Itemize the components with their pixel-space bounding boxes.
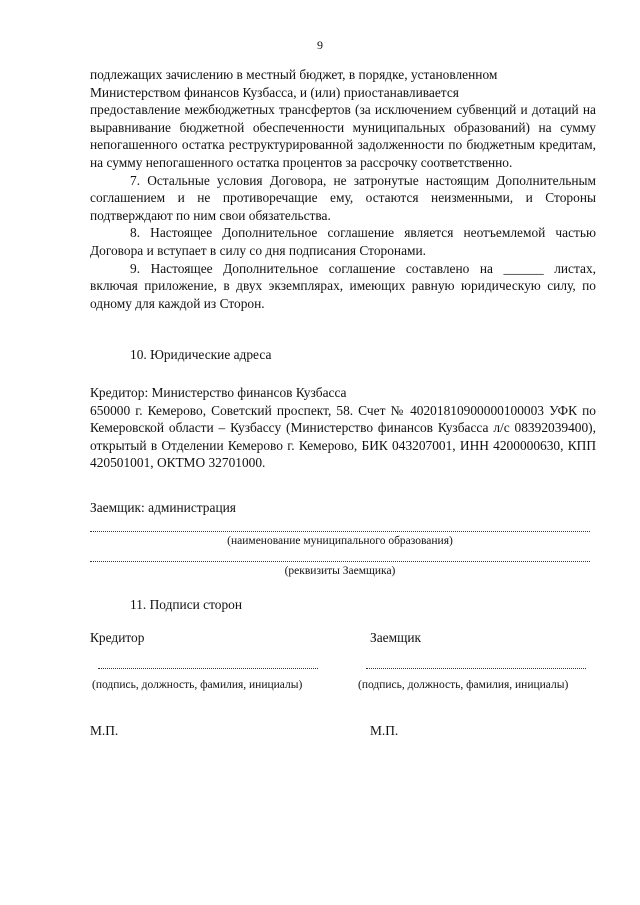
clause-7: 7. Остальные условия Договора, не затронутые настоящим Дополнительным соглашением и не противоречащие ему, остаются неизменными, и Стороны подтверждают по ним свои обязательства. bbox=[90, 172, 596, 223]
creditor-address-block bbox=[90, 384, 596, 472]
borrower-name-caption: (наименование муниципального образования) bbox=[227, 535, 453, 547]
creditor-name: Кредитор: Министерство финансов Кузбасса bbox=[90, 385, 347, 400]
borrower-signature-label: Заемщик bbox=[370, 630, 422, 645]
body-text bbox=[90, 66, 596, 312]
creditor-seal-mark: М.П. bbox=[90, 723, 119, 738]
borrower-signature-caption: (подпись, должность, фамилия, инициалы) bbox=[358, 679, 569, 691]
continuation-paragraph: предоставление межбюджетных трансфертов (за исключением субвенций и дотаций на выравнивание бюджетной обеспеченности муниципальных образований) на сумму непогашенного остатка реструктурированной задолженности по бюджетным кредитам, на сумму непогашенного остатка процентов за рассрочку соответственно. bbox=[90, 102, 596, 170]
section-10-heading: 10. Юридические адреса bbox=[130, 347, 272, 362]
continuation-line-2: Министерством финансов Кузбасса, и (или) приостанавливается bbox=[90, 84, 459, 100]
clause-9: 9. Настоящее Дополнительное соглашение составлено на ______ листах, включая приложение, в двух экземплярах, имеющих равную юридическую силу, по одному для каждой из Сторон. bbox=[90, 260, 596, 311]
borrower-signature-line bbox=[366, 668, 586, 669]
clause-8: 8. Настоящее Дополнительное соглашение является неотъемлемой частью Договора и вступает в силу со дня подписания Сторонами. bbox=[90, 225, 596, 258]
creditor-signature-caption: (подпись, должность, фамилия, инициалы) bbox=[92, 679, 303, 691]
continuation-line-1: подлежащих зачислению в местный бюджет, в порядке, установленном bbox=[90, 67, 498, 82]
page-number: 9 bbox=[317, 38, 323, 52]
borrower-label: Заемщик: администрация bbox=[90, 500, 236, 515]
creditor-address: 650000 г. Кемерово, Советский проспект, 58. Счет № 40201810900000100003 УФК по Кемеровской области – Кузбассу (Министерство финансов Кузбасса л/с 08392039400), открытый в Отделении Кемерово г. Кемерово, БИК 043207001, ИНН 4200000630, КПП 420501001, ОКТМО 32701000. bbox=[90, 402, 596, 471]
borrower-name-line bbox=[90, 531, 590, 532]
creditor-signature-label: Кредитор bbox=[90, 630, 145, 645]
borrower-details-caption: (реквизиты Заемщика) bbox=[284, 565, 396, 577]
borrower-details-line bbox=[90, 561, 590, 562]
section-11-heading: 11. Подписи сторон bbox=[130, 597, 243, 612]
creditor-signature-line bbox=[98, 668, 318, 669]
borrower-seal-mark: М.П. bbox=[370, 723, 399, 738]
